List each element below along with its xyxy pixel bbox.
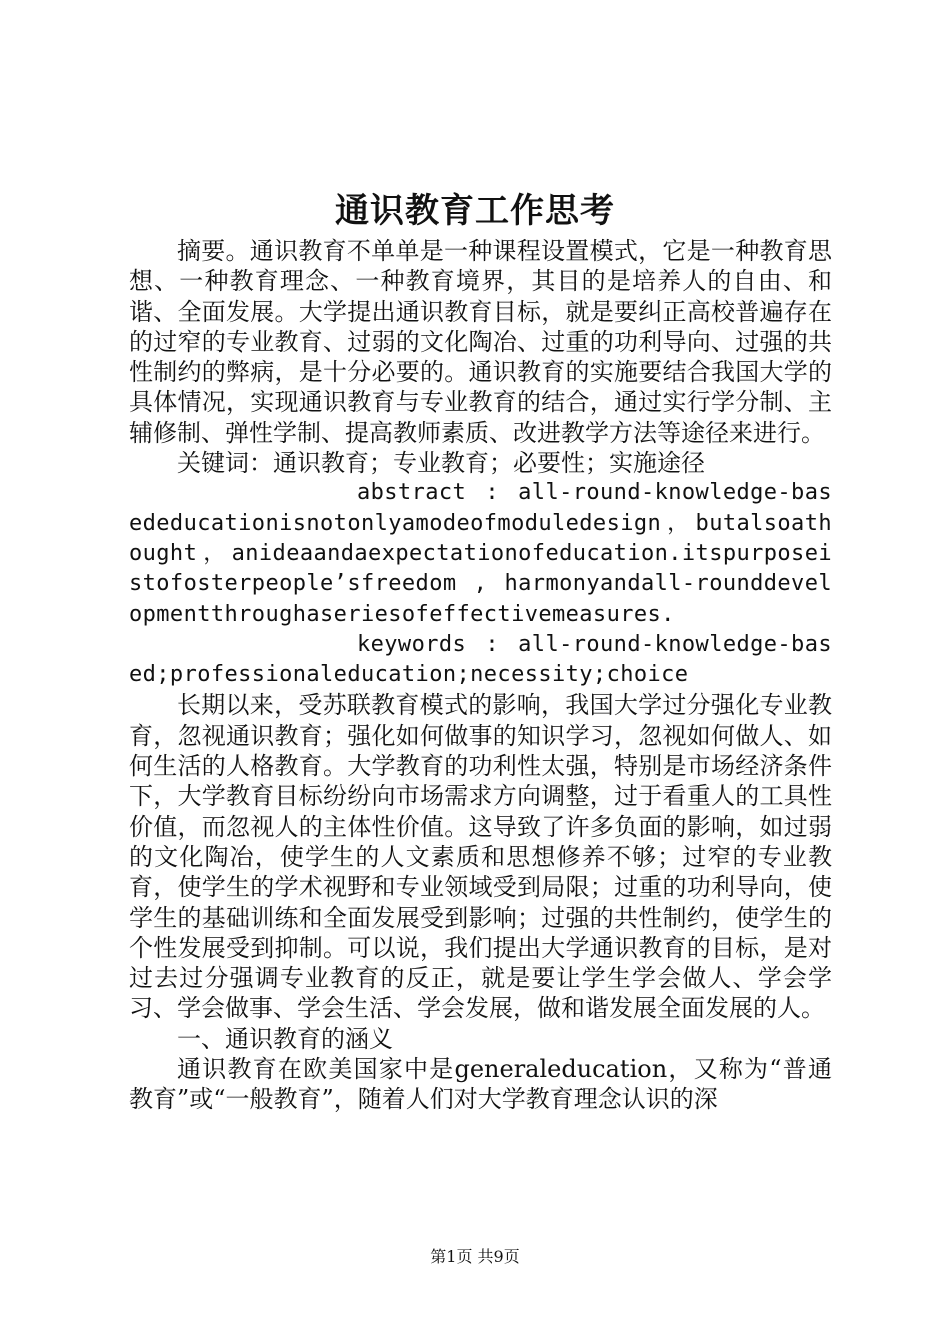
body-paragraph-1: 长期以来，受苏联教育模式的影响，我国大学过分强化专业教育，忽视通识教育；强化如何做事的知识学习，忽视如何做人、如何生活的人格教育。大学教育的功利性太强，特别是市场经济条件下，大学教育目标纷纷向市场需求方向调整，过于看重人的工具性价值，而忽视人的主体性价值。这导致了许多负面的影响，如过弱的文化陶冶，使学生的人文素质和思想修养不够；过窄的专业教育，使学生的学术视野和专业领域受到局限；过重的功利导向，使学生的基础训练和全面发展受到影响；过强的共性制约，使学生的个性发展受到抑制。可以说，我们提出大学通识教育的目标，是对过去过分强调专业教育的反正，就是要让学生学会做人、学会学习、学会做事、学会生活、学会发展，做和谐发展全面发展的人。 [129,691,832,1023]
document-body [129,236,832,1115]
body-paragraph-2: 通识教育在欧美国家中是generaleducation，又称为“普通教育”或“一般教育”，随着人们对大学教育理念认识的深 [129,1055,832,1114]
section-heading: 一、通识教育的涵义 [177,1024,393,1053]
keywords-en [129,630,832,691]
abstract-en-text: abstract : all-round-knowledge-basededucationisnotonlyamodeofmoduledesign，butalsoathought，anideaandaexpectationofeducation.itspurposeistofosterpeople’sfreedom , harmonyandall-rounddevelopmentthroughaseriesofeffectivemeasures. [129,480,832,627]
page-footer: 第1页 共9页 [430,1247,520,1266]
keywords-en-text: keywords : all-round-knowledge-based;professionaleducation;necessity;choice [129,631,832,688]
abstract-cn: 摘要。通识教育不单单是一种课程设置模式，它是一种教育思想、一种教育理念、一种教育境界，其目的是培养人的自由、和谐、全面发展。大学提出通识教育目标，就是要纠正高校普遍存在的过窄的专业教育、过弱的文化陶冶、过重的功利导向、过强的共性制约的弊病，是十分必要的。通识教育的实施要结合我国大学的具体情况，实现通识教育与专业教育的结合，通过实行学分制、主辅修制、弹性学制、提高教师素质、改进教学方法等途径来进行。 [129,237,832,447]
abstract-en [129,478,832,629]
keywords-cn: 关键词：通识教育；专业教育；必要性；实施途径 [177,449,705,478]
document-title: 通识教育工作思考 [335,191,615,231]
